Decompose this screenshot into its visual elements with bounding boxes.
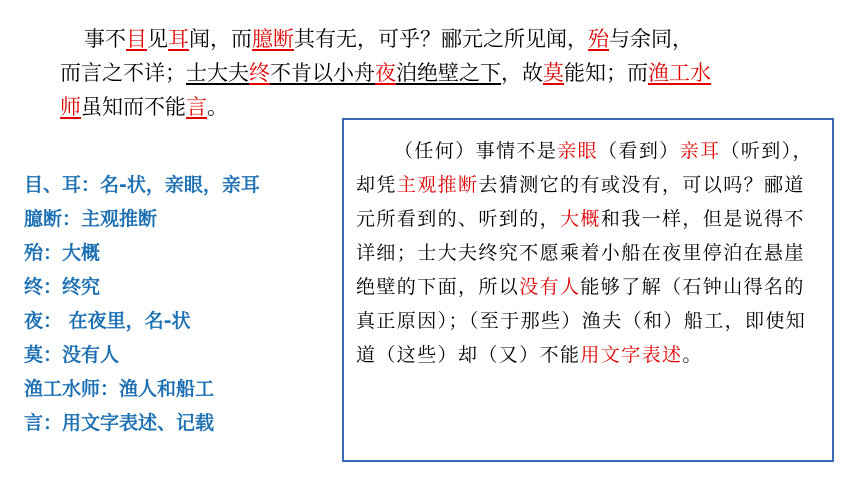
passage-keyword: 言	[186, 95, 207, 119]
passage-keyword: 莫	[543, 61, 564, 85]
note-item: 渔工水师：渔人和船工	[24, 378, 215, 400]
passage-segment: 而言之不详；	[60, 61, 186, 85]
passage-line-1	[30, 22, 840, 56]
passage-segment: 事不	[84, 27, 126, 51]
classical-passage	[30, 22, 840, 124]
translation-segment: 能够了解（石钟山得名的真正原因）；（至于那些）渔夫（和）船工，即使知道（这些）却（又）不能	[356, 276, 807, 366]
passage-segment: 士大夫	[186, 61, 249, 85]
passage-keyword: 耳	[168, 27, 189, 51]
translation-box	[342, 118, 834, 462]
passage-segment: 与余同，	[609, 27, 693, 51]
passage-keyword: 臆断	[252, 27, 294, 51]
passage-keyword: 终	[249, 61, 270, 85]
passage-segment: 虽知而不能	[81, 95, 186, 119]
passage-segment: 能知；而	[564, 61, 648, 85]
passage-keyword: 师	[60, 95, 81, 119]
passage-segment: 其有无，可乎？郦元之所见闻，	[294, 27, 588, 51]
passage-segment: 。	[207, 95, 228, 119]
note-item: 殆：大概	[24, 242, 101, 264]
note-item: 夜： 在夜里，名-状	[24, 310, 191, 332]
vocabulary-notes	[24, 168, 334, 440]
translation-segment: （听到），却凭	[356, 140, 813, 196]
passage-keyword: 渔工水	[648, 61, 711, 85]
translation-keyword: 没有人	[519, 276, 581, 298]
passage-keyword: 殆	[588, 27, 609, 51]
note-item: 目、耳：名-状，亲眼，亲耳	[24, 174, 260, 196]
translation-keyword: 用文字表述	[580, 344, 683, 366]
passage-keyword: 目	[126, 27, 147, 51]
translation-keyword: 亲眼	[557, 140, 599, 162]
passage-segment: ，故	[501, 61, 543, 85]
translation-keyword: 大概	[560, 208, 601, 230]
note-item: 言：用文字表述、记载	[24, 412, 215, 434]
passage-segment: 泊绝壁之下	[396, 61, 501, 85]
passage-segment: 见	[147, 27, 168, 51]
translation-segment: 去猜测它的有或没有，可以吗？郦道元所看到的、听到的，	[356, 174, 805, 230]
passage-segment: 闻，而	[189, 27, 252, 51]
translation-text	[356, 134, 822, 372]
note-item: 臆断：主观推断	[24, 208, 158, 230]
passage-segment: 不肯以小舟	[270, 61, 375, 85]
translation-keyword: 亲耳	[679, 140, 721, 162]
translation-segment: （看到）	[598, 140, 680, 162]
passage-line-2	[30, 56, 840, 90]
note-item: 终：终究	[24, 276, 101, 298]
translation-segment: 。	[682, 344, 703, 366]
translation-segment: 和我一样，但是说得不详细；士大夫终究不愿乘着小船在夜里停泊在悬崖绝壁的下面，所以	[356, 208, 805, 298]
note-item: 莫：没有人	[24, 344, 120, 366]
translation-keyword: 主观推断	[396, 174, 479, 196]
passage-keyword: 夜	[375, 61, 396, 85]
translation-segment: （任何）事情不是	[394, 140, 558, 162]
